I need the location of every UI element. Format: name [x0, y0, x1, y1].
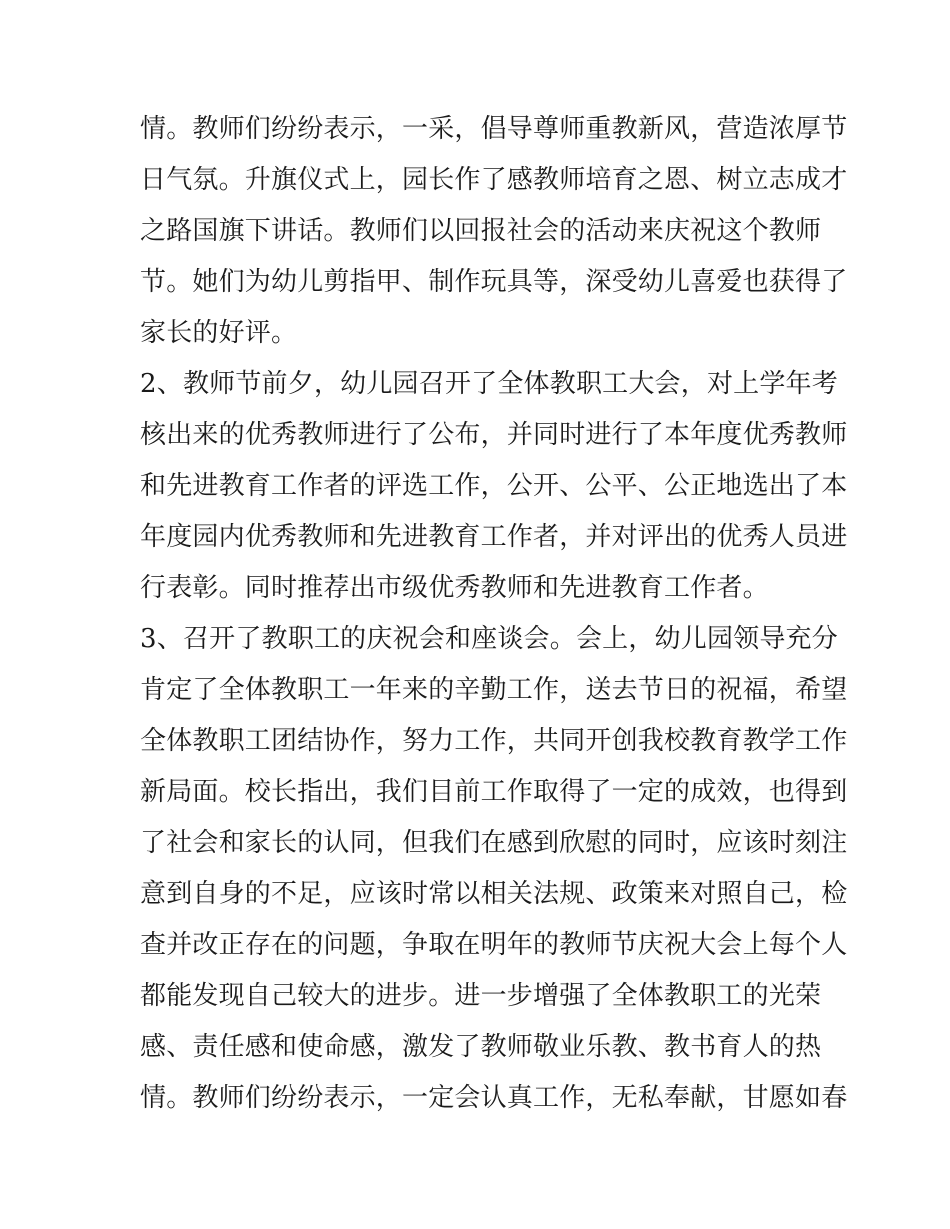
text-line: 核出来的优秀教师进行了公布，并同时进行了本年度优秀教师 [140, 420, 848, 450]
text-line: 行表彰。同时推荐出市级优秀教师和先进教育工作者。 [140, 573, 769, 603]
text-line: 情。教师们纷纷表示，一定会认真工作，无私奉献，甘愿如春 [140, 1083, 848, 1113]
text-line: 日气氛。升旗仪式上，园长作了感教师培育之恩、树立志成才 [140, 165, 848, 195]
text-line: 全体教职工团结协作，努力工作，共同开创我校教育教学工作 [140, 726, 848, 756]
text-line: 肯定了全体教职工一年来的辛勤工作，送去节日的祝福，希望 [140, 675, 848, 705]
text-line: 和先进教育工作者的评选工作，公开、公平、公正地选出了本 [140, 471, 848, 501]
text-line: 感、责任感和使命感，激发了教师敬业乐教、教书育人的热 [140, 1032, 822, 1062]
text-line: 3、召开了教职工的庆祝会和座谈会。会上，幼儿园领导充分 [140, 624, 838, 654]
text-line: 家长的好评。 [140, 318, 298, 348]
text-line: 新局面。校长指出，我们目前工作取得了一定的成效，也得到 [140, 777, 848, 807]
text-line: 意到自身的不足，应该时常以相关法规、政策来对照自己，检 [140, 879, 848, 909]
text-line: 之路国旗下讲话。教师们以回报社会的活动来庆祝这个教师 [140, 216, 822, 246]
text-line: 都能发现自己较大的进步。进一步增强了全体教职工的光荣 [140, 981, 822, 1011]
text-line: 节。她们为幼儿剪指甲、制作玩具等，深受幼儿喜爱也获得了 [140, 267, 848, 297]
text-line: 年度园内优秀教师和先进教育工作者，并对评出的优秀人员进 [140, 522, 848, 552]
text-line: 情。教师们纷纷表示，一采，倡导尊师重教新风，营造浓厚节 [140, 114, 848, 144]
text-line: 查并改正存在的问题，争取在明年的教师节庆祝大会上每个人 [140, 930, 848, 960]
text-line: 了社会和家长的认同，但我们在感到欣慰的同时，应该时刻注 [140, 828, 848, 858]
body-text [140, 104, 848, 1124]
text-line: 2、教师节前夕，幼儿园召开了全体教职工大会，对上学年考 [140, 369, 838, 399]
